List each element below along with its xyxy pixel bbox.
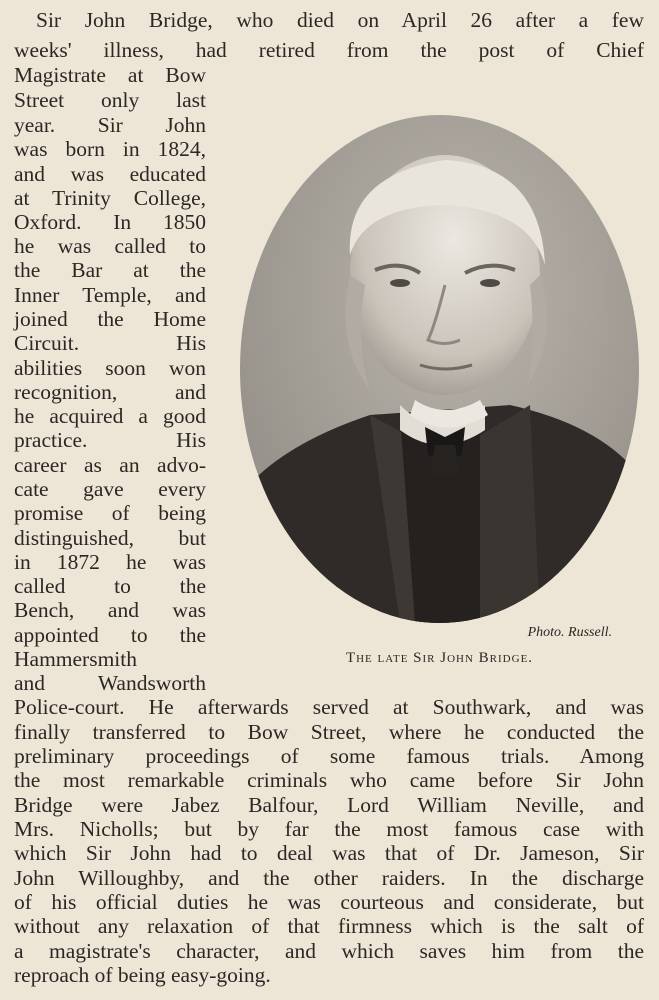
article-line: Street only last: [14, 88, 206, 112]
article-line: abilities soon won: [14, 356, 206, 380]
article-line: he was called to: [14, 234, 206, 258]
article-line: Oxford. In 1850: [14, 210, 206, 234]
article-line: the Bar at the: [14, 258, 206, 282]
article-line: Inner Temple, and: [14, 283, 206, 307]
article-line: at Trinity College,: [14, 186, 206, 210]
article-line: Bridge were Jabez Balfour, Lord William Neville, and: [14, 793, 644, 817]
article-line: of his official duties he was courteous and considerate, but: [14, 890, 644, 914]
article-line: reproach of being easy-going.: [14, 963, 271, 987]
article-line: Sir John Bridge, who died on April 26 after a few: [36, 8, 644, 32]
article-line: distinguished, but: [14, 526, 206, 550]
article-line: recognition, and: [14, 380, 206, 404]
article-line: finally transferred to Bow Street, where he conducted the: [14, 720, 644, 744]
article-line: promise of being: [14, 501, 206, 525]
article-line: joined the Home: [14, 307, 206, 331]
article-line: Mrs. Nicholls; but by far the most famous case with: [14, 817, 644, 841]
article-line: he acquired a good: [14, 404, 206, 428]
article-line: appointed to the: [14, 623, 206, 647]
photo-credit: Photo. Russell.: [527, 625, 612, 640]
article-line: practice. His: [14, 428, 206, 452]
article-line: Hammersmith: [14, 647, 138, 671]
article-line: preliminary proceedings of some famous trials. Among: [14, 744, 644, 768]
article-line: and was educated: [14, 162, 206, 186]
article-line: Circuit. His: [14, 331, 206, 355]
article-line: Magistrate at Bow: [14, 63, 206, 87]
article-line: and Wandsworth: [14, 671, 206, 695]
article-line: Bench, and was: [14, 598, 206, 622]
article-line: in 1872 he was: [14, 550, 206, 574]
article-line: year. Sir John: [14, 113, 206, 137]
article-line: which Sir John had to deal was that of Dr. Jameson, Sir: [14, 841, 644, 865]
article-line: a magistrate's character, and which saves him from the: [14, 939, 644, 963]
article-line: called to the: [14, 574, 206, 598]
article-line: Police-court. He afterwards served at Southwark, and was: [14, 695, 644, 719]
article-line: without any relaxation of that firmness which is the salt of: [14, 914, 644, 938]
article-line: weeks' illness, had retired from the post of Chief: [14, 38, 644, 62]
article-line: career as an advo-: [14, 453, 206, 477]
article-line: John Willoughby, and the other raiders. In the discharge: [14, 866, 644, 890]
article-line: was born in 1824,: [14, 137, 206, 161]
portrait-photo: [240, 115, 639, 623]
article-line: cate gave every: [14, 477, 206, 501]
portrait-caption: The late Sir John Bridge.: [345, 650, 534, 666]
article-line: the most remarkable criminals who came before Sir John: [14, 768, 644, 792]
